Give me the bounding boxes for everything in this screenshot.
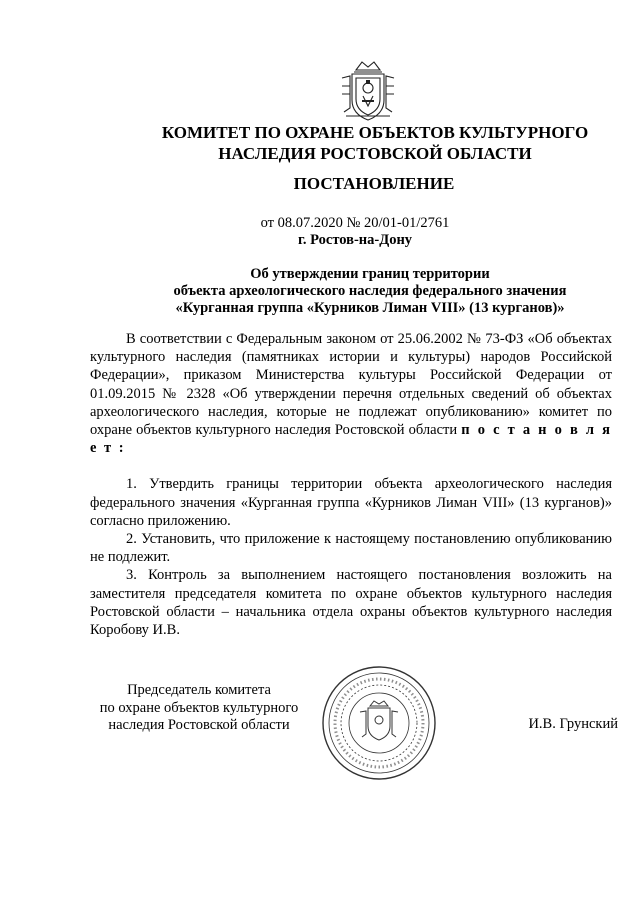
- organization-name: [150, 122, 600, 164]
- position-line-2: по охране объектов культурного: [99, 699, 299, 716]
- document-meta: [230, 215, 480, 249]
- official-seal-icon: [320, 664, 438, 782]
- title-line-1: Об утверждении границ территории: [250, 266, 490, 282]
- document-title: [120, 266, 620, 317]
- intro-text: В соответствии с Федеральным законом от 25.06.2002 № 73-ФЗ «Об объектах культурного наследия (памятниках истории и культуры) народов Российской Федерации», приказом Министерства культуры Российской Федерации от 01.09.2015 № 2328 «Об утверждении перечня отдельных сведений об объектах археологического наследия, которые не подлежат опубликованию» комитет по охране объектов культурного наследия Ростовской области: [90, 331, 612, 439]
- resolve-word: п о с т а н о в л я е т :: [90, 422, 613, 457]
- position-line-1: Председатель комитета: [127, 682, 271, 698]
- position-line-3: наследия Ростовской области: [108, 717, 290, 733]
- title-line-2: объекта археологического наследия федерального значения: [173, 283, 567, 299]
- coat-of-arms-icon: [336, 56, 400, 124]
- document-type: ПОСТАНОВЛЕНИЕ: [293, 174, 455, 193]
- organization-line-1: КОМИТЕТ ПО ОХРАНЕ ОБЪЕКТОВ КУЛЬТУРНОГО: [161, 123, 589, 142]
- title-line-3: «Курганная группа «Курников Лиман VIII» (13 курганов)»: [175, 300, 565, 316]
- resolution-item: 3. Контроль за выполнением настоящего постановления возложить на заместителя председателя комитета по охране объектов культурного наследия Ростовской области – начальника отдела охраны объектов культурного наследия Коробову И.В.: [90, 567, 612, 639]
- organization-line-2: НАСЛЕДИЯ РОСТОВСКОЙ ОБЛАСТИ: [218, 144, 532, 163]
- resolution-item: 2. Установить, что приложение к настоящему постановлению опубликованию не подлежит.: [90, 531, 612, 566]
- signatory-position: [84, 682, 314, 735]
- resolution-item: 1. Утвердить границы территории объекта археологического наследия федерального значения «Курганная группа «Курников Лиман VIII» (13 курганов)» согласно приложению.: [90, 476, 612, 529]
- document-body: [90, 330, 612, 639]
- intro-paragraph: [90, 330, 612, 457]
- resolution-items: [90, 475, 612, 639]
- document-city: г. Ростов-на-Дону: [297, 232, 413, 248]
- signatory-name: И.В. Грунский: [528, 716, 618, 732]
- document-date-number: от 08.07.2020 № 20/01-01/2761: [260, 215, 450, 231]
